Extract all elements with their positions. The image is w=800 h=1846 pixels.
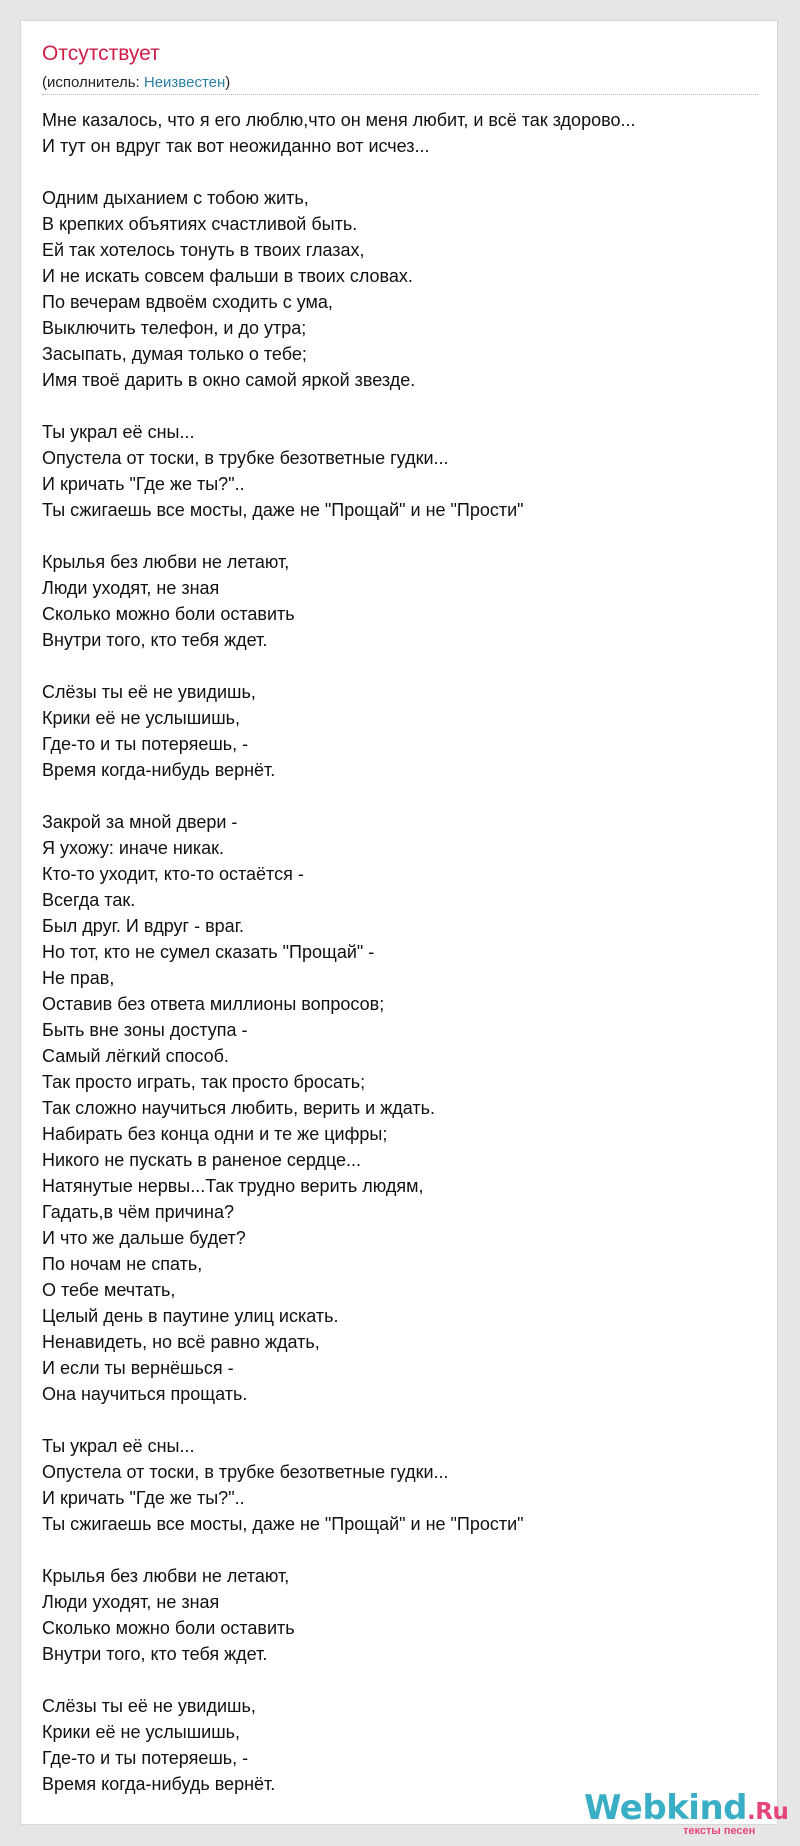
lyric-line: Оставив без ответа миллионы вопросов; <box>42 994 385 1014</box>
lyric-line: Набирать без конца одни и те же цифры; <box>42 1124 388 1144</box>
lyric-line: Слёзы ты её не увидишь, <box>42 682 256 702</box>
lyric-line: И что же дальше будет? <box>42 1228 246 1248</box>
lyric-line: Натянутые нервы...Так трудно верить людям, <box>42 1176 424 1196</box>
lyric-line: Крылья без любви не летают, <box>42 552 290 572</box>
site-logo[interactable] <box>584 1788 789 1841</box>
lyric-line: Опустела от тоски, в трубке безответные гудки... <box>42 1462 449 1482</box>
lyric-line: Быть вне зоны доступа - <box>42 1020 248 1040</box>
lyric-line: Целый день в паутине улиц искать. <box>42 1306 339 1326</box>
lyric-line: Ты сжигаешь все мосты, даже не "Прощай" и не "Прости" <box>42 1514 524 1534</box>
lyric-line: Мне казалось, что я его люблю,что он меня любит, и всё так здорово... <box>42 110 636 130</box>
lyric-line: Всегда так. <box>42 890 136 910</box>
lyric-line: В крепких объятиях счастливой быть. <box>42 214 358 234</box>
lyric-line: Внутри того, кто тебя ждет. <box>42 630 268 650</box>
lyrics-stanza <box>42 107 762 159</box>
logo-suffix: .Ru <box>747 1799 789 1825</box>
lyric-line: По ночам не спать, <box>42 1254 203 1274</box>
lyric-line: Самый лёгкий способ. <box>42 1046 229 1066</box>
lyric-line: И кричать "Где же ты?".. <box>42 474 245 494</box>
lyrics-stanza <box>42 809 762 1407</box>
lyric-line: Сколько можно боли оставить <box>42 604 295 624</box>
lyric-line: Ты украл её сны... <box>42 1436 195 1456</box>
lyric-line: Но тот, кто не сумел сказать "Прощай" - <box>42 942 375 962</box>
lyric-line: Ненавидеть, но всё равно ждать, <box>42 1332 320 1352</box>
lyric-line: Так сложно научиться любить, верить и ждать. <box>42 1098 436 1118</box>
lyric-line: Одним дыханием с тобою жить, <box>42 188 309 208</box>
lyric-line: Сколько можно боли оставить <box>42 1618 295 1638</box>
lyrics-body <box>42 107 762 1823</box>
lyric-line: Внутри того, кто тебя ждет. <box>42 1644 268 1664</box>
lyric-line: Время когда-нибудь вернёт. <box>42 1774 276 1794</box>
lyrics-card <box>20 20 789 1837</box>
lyric-line: И не искать совсем фальши в твоих словах. <box>42 266 413 286</box>
lyric-line: Закрой за мной двери - <box>42 812 238 832</box>
artist-link[interactable]: Неизвестен <box>143 74 226 91</box>
song-title: Отсутствует <box>42 42 160 65</box>
lyric-line: Время когда-нибудь вернёт. <box>42 760 276 780</box>
lyrics-stanza <box>42 679 762 783</box>
lyric-line: Ей так хотелось тонуть в твоих глазах, <box>42 240 365 260</box>
lyric-line: И кричать "Где же ты?".. <box>42 1488 245 1508</box>
lyric-line: Ты украл её сны... <box>42 422 195 442</box>
artist-prefix: (исполнитель: <box>42 74 144 91</box>
lyric-line: И тут он вдруг так вот неожиданно вот исчез... <box>42 136 430 156</box>
lyrics-stanza <box>42 419 762 523</box>
lyrics-stanza <box>42 1563 762 1667</box>
header-divider <box>42 94 758 95</box>
lyric-line: Крылья без любви не летают, <box>42 1566 290 1586</box>
lyric-line: Где-то и ты потеряешь, - <box>42 734 249 754</box>
lyric-line: Где-то и ты потеряешь, - <box>42 1748 249 1768</box>
lyrics-stanza <box>42 1693 762 1797</box>
lyric-line: Крики её не услышишь, <box>42 708 241 728</box>
lyric-line: Кто-то уходит, кто-то остаётся - <box>42 864 304 884</box>
lyrics-stanza <box>42 185 762 393</box>
lyric-line: Гадать,в чём причина? <box>42 1202 235 1222</box>
lyrics-stanza <box>42 549 762 653</box>
lyric-line: Так просто играть, так просто бросать; <box>42 1072 366 1092</box>
artist-line <box>42 74 230 92</box>
logo-main-text: Webkind <box>584 1788 747 1828</box>
lyrics-stanza <box>42 1433 762 1537</box>
lyric-line: Имя твоё дарить в окно самой яркой звезде. <box>42 370 416 390</box>
logo-tagline: тексты песен <box>683 1825 756 1837</box>
lyric-line: Слёзы ты её не увидишь, <box>42 1696 256 1716</box>
lyric-line: Она научиться прощать. <box>42 1384 248 1404</box>
logo-wordmark <box>584 1788 789 1828</box>
lyric-line: И если ты вернёшься - <box>42 1358 234 1378</box>
artist-suffix: ) <box>225 74 231 91</box>
lyric-line: Не прав, <box>42 968 115 988</box>
lyric-line: Был друг. И вдруг - враг. <box>42 916 245 936</box>
lyric-line: Ты сжигаешь все мосты, даже не "Прощай" и не "Прости" <box>42 500 524 520</box>
lyric-line: По вечерам вдвоём сходить с ума, <box>42 292 333 312</box>
lyric-line: Люди уходят, не зная <box>42 578 220 598</box>
lyric-line: Крики её не услышишь, <box>42 1722 241 1742</box>
lyric-line: О тебе мечтать, <box>42 1280 176 1300</box>
lyric-line: Я ухожу: иначе никак. <box>42 838 225 858</box>
lyric-line: Опустела от тоски, в трубке безответные гудки... <box>42 448 449 468</box>
lyric-line: Засыпать, думая только о тебе; <box>42 344 307 364</box>
lyric-line: Выключить телефон, и до утра; <box>42 318 307 338</box>
lyric-line: Люди уходят, не зная <box>42 1592 220 1612</box>
lyric-line: Никого не пускать в раненое сердце... <box>42 1150 362 1170</box>
